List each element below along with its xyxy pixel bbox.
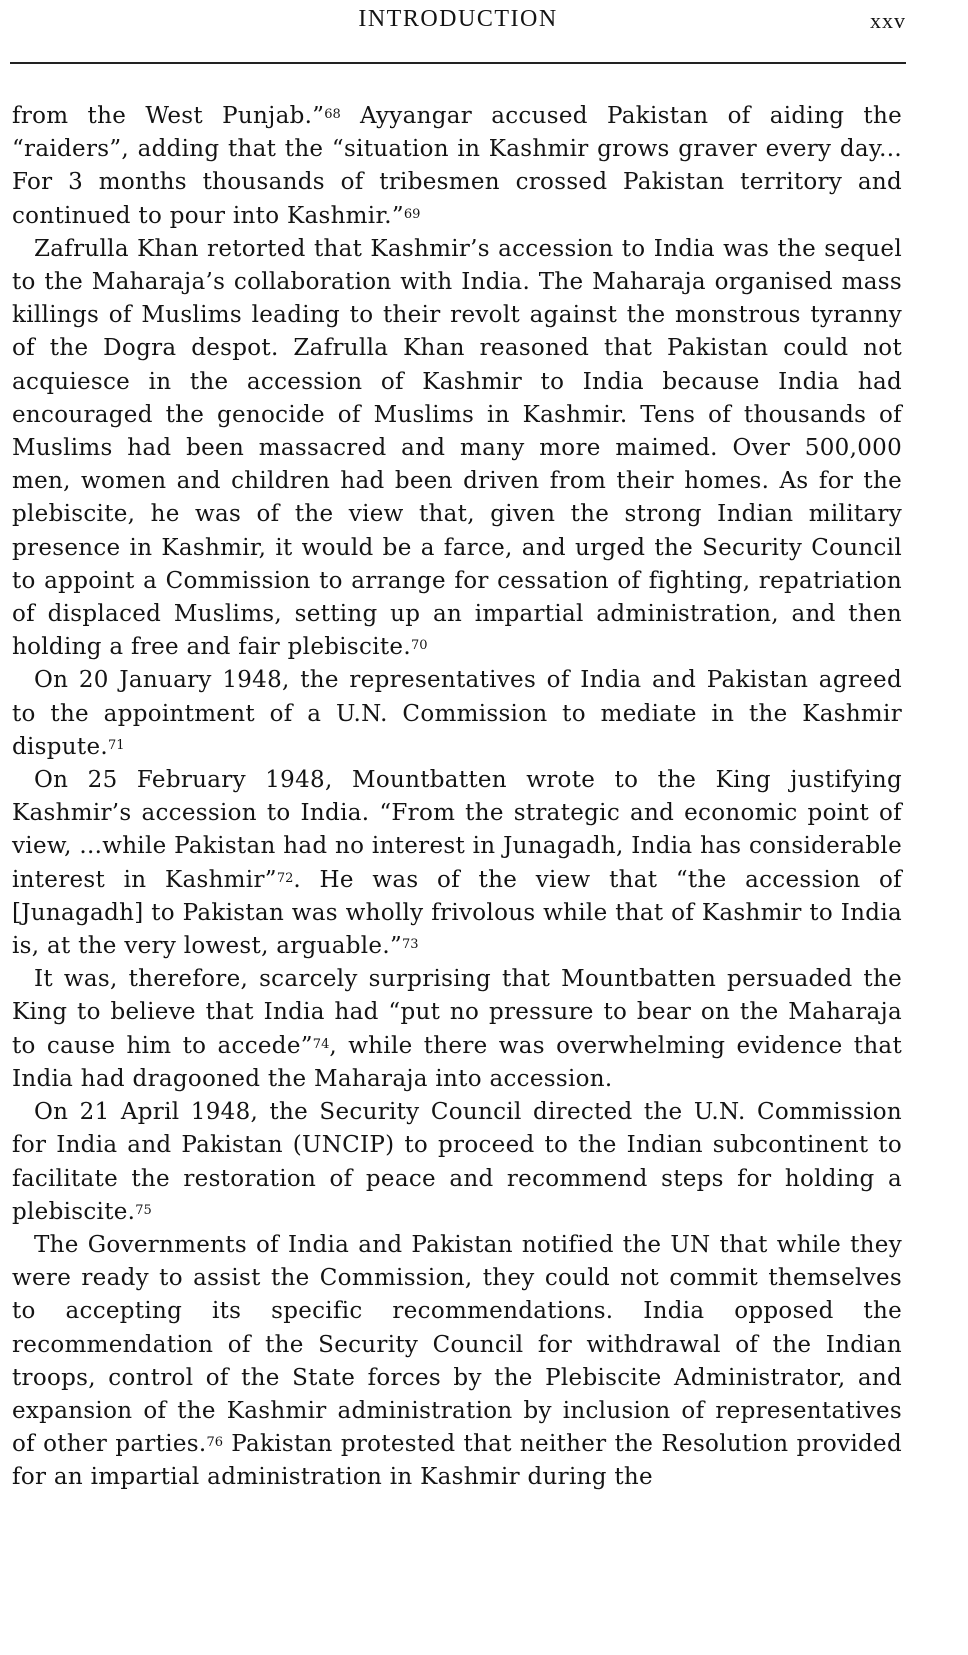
paragraph (12, 963, 902, 1096)
text-segment: Pakistan protested that neither the Resolution provided for an impartial administration in Kashmir during the (12, 1431, 902, 1491)
paragraph (12, 764, 902, 963)
text-segment: On 21 April 1948, the Security Council directed the U.N. Commission for India and Pakistan (UNCIP) to proceed to the Indian subcontinent to facilitate the restoration of peace and recommend steps for holding a plebiscite. (12, 1099, 902, 1225)
text-segment: The Governments of India and Pakistan notified the UN that while they were ready to assist the Commission, they could not commit themselves to accepting its specific recommendations. India opposed the recommendation of the Security Council for withdrawal of the Indian troops, control of the State forces by the Plebiscite Administrator, and expansion of the Kashmir administration by inclusion of representatives of other parties. (12, 1231, 902, 1458)
paragraph (12, 664, 902, 764)
text-segment: On 20 January 1948, the representatives of India and Pakistan agreed to the appointment of a U.N. Commission to mediate in the Kashmir dispute. (12, 667, 902, 760)
text-segment: Zafrulla Khan retorted that Kashmir’s accession to India was the sequel to the Maharaja’s collaboration with India. The Maharaja organised mass killings of Muslims leading to their revolt against the monstrous tyranny of the Dogra despot. Zafrulla Khan reasoned that Pakistan could not acquiesce in the accession of Kashmir to India because India had encouraged the genocide of Muslims in Kashmir. Tens of thousands of Muslims had been massacred and many more maimed. Over 500,000 men, women and children had been driven from their homes. As for the plebiscite, he was of the view that, given the strong Indian military presence in Kashmir, it would be a farce, and urged the Security Council to appoint a Commission to arrange for cessation of fighting, repatriation of displaced Muslims, setting up an impartial administration, and then holding a free and fair plebiscite. (12, 235, 902, 661)
paragraph (12, 1096, 902, 1229)
footnote-marker: 72 (276, 870, 294, 886)
footnote-marker: 68 (324, 107, 341, 122)
footnote-marker: 73 (402, 937, 419, 953)
footnote-marker: 74 (312, 1036, 330, 1052)
text-segment: Ayyangar accused Pakistan of aiding the “raiders”, adding that the “situation in Kashmir grows graver every day... For 3 months thousands of tribesmen crossed Pakistan territory and continued to pour into Kashmir.” (12, 103, 902, 229)
header-rule (10, 62, 906, 64)
text-segment: On 25 February 1948, Mountbatten wrote to the King justifying Kashmir’s accession to India. “From the strategic and economic point of view, ...while Pakistan had no interest in Junagadh, India has considerable interest in Kashmir” (12, 767, 902, 893)
footnote-marker: 76 (206, 1435, 224, 1451)
paragraph (12, 100, 902, 233)
paragraph (12, 1229, 902, 1495)
text-segment: , while there was overwhelming evidence that India had dragooned the Maharaja into accession. (12, 1032, 902, 1092)
footnote-marker: 69 (403, 206, 421, 222)
text-segment: . He was of the view that “the accession of [Junagadh] to Pakistan was wholly frivolous while that of Kashmir to India is, at the very lowest, arguable.” (12, 866, 902, 960)
text-segment: It was, therefore, scarcely surprising that Mountbatten persuaded the King to believe that India had “put no pressure to bear on the Maharaja to cause him to accede” (12, 966, 902, 1059)
page-number: xxv (870, 8, 906, 33)
text-segment: from the West Punjab.” (12, 103, 325, 129)
footnote-marker: 71 (107, 737, 125, 753)
running-head: INTRODUCTION (358, 6, 558, 32)
footnote-marker: 70 (410, 638, 428, 654)
footnote-marker: 75 (135, 1202, 152, 1218)
paragraph (12, 233, 902, 665)
body-text (12, 100, 902, 1495)
page-header (10, 6, 906, 36)
